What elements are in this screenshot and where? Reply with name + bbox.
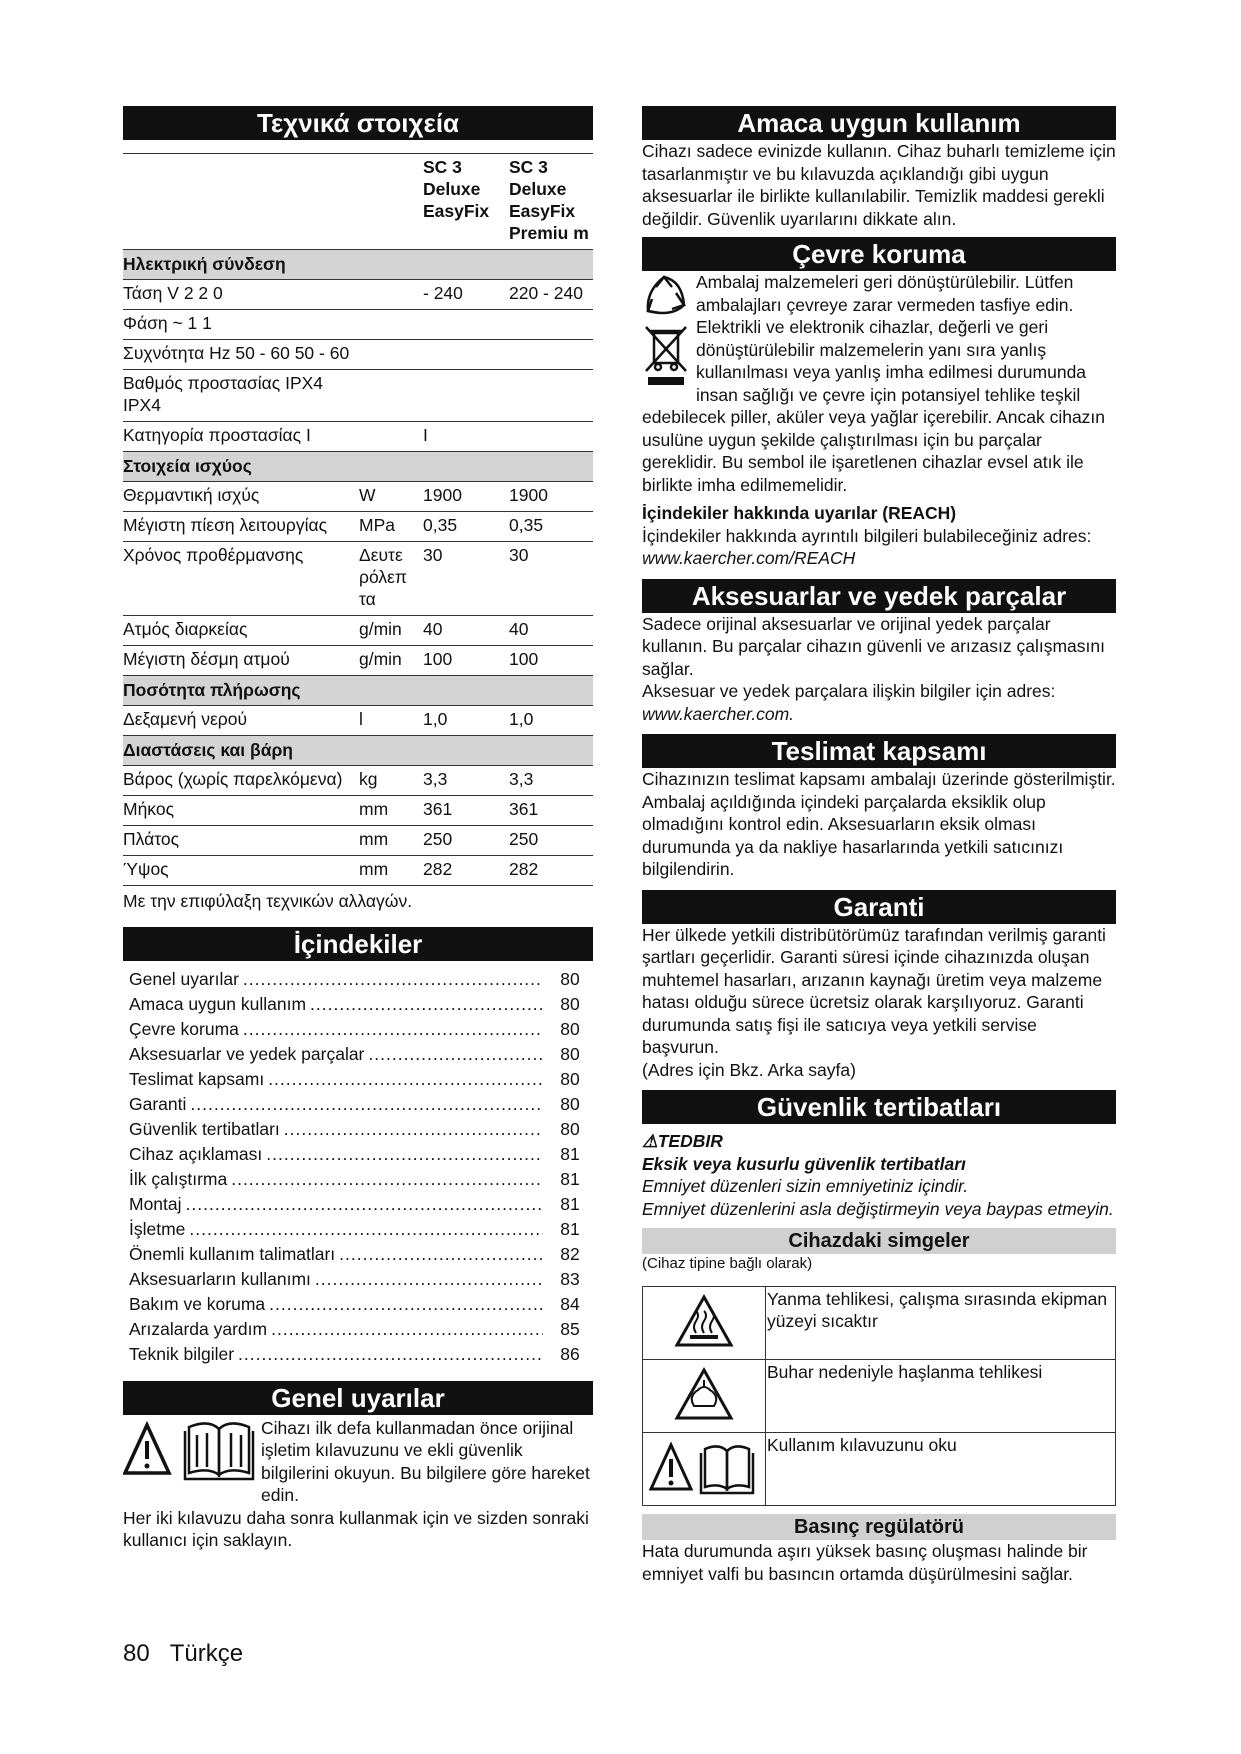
toc-entry[interactable]: [123, 1242, 593, 1267]
spec-v2: [509, 340, 593, 370]
spec-name: Ύψος: [123, 856, 359, 886]
hot-surface-warning-icon: [674, 1293, 734, 1349]
spec-section-title: Στοιχεία ισχύος: [123, 452, 593, 482]
spec-v1: 250: [423, 826, 509, 856]
spec-v1: 1,0: [423, 706, 509, 736]
toc-label: Çevre koruma: [129, 1018, 239, 1039]
toc-page: 80: [560, 968, 580, 989]
spec-section-row: [123, 676, 593, 706]
spec-row: [123, 280, 593, 310]
spec-section-row: [123, 250, 593, 280]
toc-entry[interactable]: [123, 1117, 593, 1142]
caution-text-1: Emniyet düzenleri sizin emniyetiniz içindir.: [642, 1176, 969, 1196]
model-1-header: SC 3 Deluxe EasyFix: [423, 154, 509, 250]
spec-v2: 100: [509, 646, 593, 676]
spec-unit: [359, 310, 423, 340]
spec-v1: [423, 340, 509, 370]
use-title: Amaca uygun kullanım: [642, 106, 1116, 140]
spec-unit: MPa: [359, 512, 423, 542]
spec-v1: 361: [423, 796, 509, 826]
toc-leader: [271, 1317, 543, 1342]
symbols-title: Cihazdaki simgeler: [642, 1228, 1116, 1254]
spec-unit: l: [359, 706, 423, 736]
right-column: [642, 106, 1116, 1585]
spec-v2: 220 - 240: [509, 280, 593, 310]
spec-row: [123, 482, 593, 512]
spec-v2: 1900: [509, 482, 593, 512]
acc-link[interactable]: www.kaercher.com.: [642, 703, 795, 724]
symbol-text: Yanma tehlikesi, çalışma sırasında ekipman yüzeyi sıcaktır: [766, 1287, 1116, 1360]
recycle-icon: [642, 271, 690, 389]
toc-leader: [243, 967, 543, 992]
toc-label: İlk çalıştırma: [129, 1168, 228, 1189]
spec-unit: g/min: [359, 616, 423, 646]
toc-page: 83: [560, 1268, 580, 1289]
toc-leader: [189, 1217, 543, 1242]
spec-row: [123, 512, 593, 542]
spec-v2: [509, 310, 593, 340]
general-text-1: Cihazı ilk defa kullanmadan önce orijinal işletim kılavuzunu ve ekli güvenlik bilgilerini okuyun. Bu bilgilere göre hareket edin.: [261, 1417, 590, 1505]
caution-text: TEDBIR: [657, 1131, 723, 1151]
general-title: Genel uyarılar: [123, 1381, 593, 1415]
symbols-table: [642, 1286, 1116, 1506]
toc-page: 80: [560, 1118, 580, 1139]
spec-name: Μέγιστη δέσμη ατμού: [123, 646, 359, 676]
toc-entry[interactable]: [123, 1342, 593, 1367]
caution-text-2: Emniyet düzenlerini asla değiştirmeyin veya baypas etmeyin.: [642, 1198, 1114, 1219]
spec-v2: 361: [509, 796, 593, 826]
toc-page: 80: [560, 1093, 580, 1114]
spec-name: Χρόνος προθέρμανσης: [123, 542, 359, 616]
spec-unit: [359, 422, 423, 452]
acc-text-1: Sadece orijinal aksesuarlar ve orijinal yedek parçalar kullanın. Bu parçalar cihazın güvenli ve arızasız çalışmasını sağlar.: [642, 613, 1105, 679]
spec-row: [123, 542, 593, 616]
spec-unit: W: [359, 482, 423, 512]
acc-title: Aksesuarlar ve yedek parçalar: [642, 579, 1116, 613]
toc-entry[interactable]: [123, 967, 593, 992]
toc-page: 80: [560, 1043, 580, 1064]
spec-v2: 30: [509, 542, 593, 616]
spec-section-title: Διαστάσεις και βάρη: [123, 736, 593, 766]
toc-label: Garanti: [129, 1093, 187, 1114]
use-text: Cihazı sadece evinizde kullanın. Cihaz buharlı temizleme için tasarlanmıştır ve bu kılavuzda açıklandığı gibi uygun aksesuarlar ile birlikte kullanılabilir. Temizlik maddesi gerekli değildir. Güvenlik uyarılarını dikkate alın.: [642, 141, 1116, 229]
toc-leader: [310, 992, 543, 1017]
page-number: 80: [123, 1640, 150, 1667]
general-section: [123, 1417, 593, 1552]
spec-name: Μήκος: [123, 796, 359, 826]
toc-page: 85: [560, 1318, 580, 1339]
symbols-note: (Cihaz tipine bağlı olarak): [642, 1255, 813, 1272]
env-section: [642, 271, 1116, 496]
spec-v1: 282: [423, 856, 509, 886]
spec-row: [123, 310, 593, 340]
symbol-text: Buhar nedeniyle haşlanma tehlikesi: [766, 1360, 1116, 1433]
toc-leader: [190, 1092, 543, 1117]
symbol-row: [643, 1287, 1116, 1360]
toc-entry[interactable]: [123, 1142, 593, 1167]
toc-page: 81: [560, 1218, 580, 1239]
left-column: [123, 106, 593, 1552]
spec-v2: 0,35: [509, 512, 593, 542]
toc-label: Cihaz açıklaması: [129, 1143, 263, 1164]
spec-v2: 1,0: [509, 706, 593, 736]
spec-v2: [509, 370, 593, 422]
toc-label: Önemli kullanım talimatları: [129, 1243, 336, 1264]
toc-label: Aksesuarlar ve yedek parçalar: [129, 1043, 365, 1064]
spec-row: [123, 706, 593, 736]
toc-page: 84: [560, 1293, 580, 1314]
spec-v2: 40: [509, 616, 593, 646]
toc-page: 86: [560, 1343, 580, 1364]
toc-page: 81: [560, 1193, 580, 1214]
pressure-text: Hata durumunda aşırı yüksek basınç oluşması halinde bir emniyet valfi bu basıncın ortamda düşürülmesini sağlar.: [642, 1541, 1088, 1584]
reach-title: İçindekiler hakkında uyarılar (REACH): [642, 503, 957, 523]
spec-row: [123, 340, 593, 370]
spec-row: [123, 766, 593, 796]
spec-row: [123, 856, 593, 886]
spec-v1: I: [423, 422, 509, 452]
spec-unit: mm: [359, 826, 423, 856]
spec-row: [123, 422, 593, 452]
toc-leader: [186, 1192, 543, 1217]
toc-leader: [339, 1242, 543, 1267]
manual-book-icon: [185, 1423, 253, 1479]
toc-leader: [315, 1267, 543, 1292]
toc-leader: [269, 1292, 543, 1317]
spec-unit: Δευτε ρόλεπ τα: [359, 542, 423, 616]
page-footer: [123, 1640, 243, 1668]
reach-text: İçindekiler hakkında ayrıntılı bilgileri bulabileceğiniz adres:: [642, 525, 1092, 546]
spec-unit: mm: [359, 796, 423, 826]
symbol-row: [643, 1360, 1116, 1433]
warranty-title: Garanti: [642, 890, 1116, 924]
toc-entry[interactable]: [123, 1067, 593, 1092]
spec-name: Τάση V 2 2 0: [123, 280, 359, 310]
toc-leader: [243, 1017, 543, 1042]
toc-leader: [268, 1067, 543, 1092]
toc-page: 80: [560, 993, 580, 1014]
symbol-text: Kullanım kılavuzunu oku: [766, 1433, 1116, 1506]
spec-v1: [423, 310, 509, 340]
symbol-row: [643, 1433, 1116, 1506]
table-of-contents: [123, 967, 593, 1367]
acc-text-2: Aksesuar ve yedek parçalara ilişkin bilgiler için adres:: [642, 681, 1056, 701]
spec-v1: 30: [423, 542, 509, 616]
spec-name: Βαθμός προστασίας IPX4 IPX4: [123, 370, 359, 422]
spec-name: Μέγιστη πίεση λειτουργίας: [123, 512, 359, 542]
general-text-2: Her iki kılavuzu daha sonra kullanmak için ve sizden sonraki kullanıcı için saklayın.: [123, 1507, 589, 1550]
toc-entry[interactable]: [123, 1267, 593, 1292]
spec-v1: 40: [423, 616, 509, 646]
spec-section-row: [123, 452, 593, 482]
spec-unit: [359, 280, 423, 310]
spec-row: [123, 826, 593, 856]
toc-label: Montaj: [129, 1193, 182, 1214]
toc-label: Aksesuarların kullanımı: [129, 1268, 311, 1289]
spec-section-row: [123, 736, 593, 766]
caution-label: [642, 1130, 1116, 1153]
spec-v2: [509, 422, 593, 452]
toc-label: Teknik bilgiler: [129, 1343, 235, 1364]
weee-bin-icon: [646, 327, 686, 371]
toc-leader: [284, 1117, 543, 1142]
toc-page: 80: [560, 1018, 580, 1039]
caution-subtitle: Eksik veya kusurlu güvenlik tertibatları: [642, 1153, 966, 1174]
specs-table: [123, 153, 593, 886]
spec-v1: 100: [423, 646, 509, 676]
spec-section-title: Ποσότητα πλήρωσης: [123, 676, 593, 706]
caution-icon: ⚠: [642, 1131, 658, 1151]
spec-v1: [423, 370, 509, 422]
toc-entry[interactable]: [123, 1092, 593, 1117]
toc-entry[interactable]: [123, 992, 593, 1017]
toc-entry[interactable]: [123, 1317, 593, 1342]
spec-unit: [359, 340, 423, 370]
spec-row: [123, 370, 593, 422]
spec-name: Φάση ~ 1 1: [123, 310, 359, 340]
warranty-text-1: Her ülkede yetkili distribütörümüz tarafından verilmiş garanti şartları geçerlidir. Garanti süresi içinde cihazınızda oluşan muhtemel hasarları, arızanın kaynağı üretim veya malzeme hatası olduğu sürece ücretsiz olarak karşılıyoruz. Garanti durumunda satış fişi ile satıcıya veya yetkili servise başvurun.: [642, 924, 1106, 1057]
spec-v1: 1900: [423, 482, 509, 512]
env-title: Çevre koruma: [642, 237, 1116, 271]
toc-entry[interactable]: [123, 1017, 593, 1042]
read-manual-icon: [649, 1439, 759, 1495]
spec-name: Κατηγορία προστασίας I: [123, 422, 359, 452]
spec-unit: [359, 370, 423, 422]
spec-section-title: Ηλεκτρική σύνδεση: [123, 250, 593, 280]
spec-name: Θερμαντική ισχύς: [123, 482, 359, 512]
spec-name: Πλάτος: [123, 826, 359, 856]
toc-leader: [238, 1342, 543, 1367]
toc-entry[interactable]: [123, 1292, 593, 1317]
spec-unit: kg: [359, 766, 423, 796]
spec-row: [123, 616, 593, 646]
reach-link[interactable]: www.kaercher.com/REACH: [642, 548, 856, 568]
toc-label: Arızalarda yardım: [129, 1318, 268, 1339]
toc-label: Teslimat kapsamı: [129, 1068, 265, 1089]
toc-page: 81: [560, 1168, 580, 1189]
footer-language: Türkçe: [169, 1640, 244, 1667]
spec-v1: 3,3: [423, 766, 509, 796]
toc-label: Güvenlik tertibatları: [129, 1118, 280, 1139]
env-text-1: Ambalaj malzemeleri geri dönüştürülebilir. Lütfen ambalajları çevreye zarar vermeden tasfiye edin.: [696, 272, 1074, 315]
spec-v2: 250: [509, 826, 593, 856]
specs-head-row: [123, 154, 593, 250]
spec-v1: 0,35: [423, 512, 509, 542]
spec-v2: 282: [509, 856, 593, 886]
steam-scald-warning-icon: [674, 1366, 734, 1422]
toc-leader: [368, 1042, 543, 1067]
toc-entry[interactable]: [123, 1192, 593, 1217]
toc-leader: [266, 1142, 543, 1167]
safety-title: Güvenlik tertibatları: [642, 1090, 1116, 1124]
toc-leader: [231, 1167, 543, 1192]
spec-name: Βάρος (χωρίς παρελκόμενα): [123, 766, 359, 796]
spec-unit: mm: [359, 856, 423, 886]
spec-name: Δεξαμενή νερού: [123, 706, 359, 736]
toc-label: İşletme: [129, 1218, 186, 1239]
toc-entry[interactable]: [123, 1167, 593, 1192]
toc-label: Genel uyarılar: [129, 968, 239, 989]
spec-row: [123, 796, 593, 826]
spec-unit: g/min: [359, 646, 423, 676]
spec-v1: - 240: [423, 280, 509, 310]
toc-title: İçindekiler: [123, 927, 593, 961]
toc-page: 81: [560, 1143, 580, 1164]
toc-label: Amaca uygun kullanım: [129, 993, 307, 1014]
env-text-2: Elektrikli ve elektronik cihazlar, değerli ve geri dönüştürülebilir malzemelerin yanı sıra yanlış kullanılması veya yanlış imha edilmesi durumunda insan sağlığı ve çevre için potansiyel tehlike teşkil edebilecek piller, aküler veya yağlar içerebilir. Ancak cihazın usulüne uygun şekilde çalıştırılması için bu parçalar gereklidir. Bu sembol ile işaretlenen cihazlar evsel atık ile birlikte imha edilmemelidir.: [642, 317, 1106, 495]
spec-row: [123, 646, 593, 676]
toc-page: 80: [560, 1068, 580, 1089]
delivery-title: Teslimat kapsamı: [642, 734, 1116, 768]
model-2-header: SC 3 Deluxe EasyFix Premiu m: [509, 154, 593, 250]
toc-entry[interactable]: [123, 1217, 593, 1242]
spec-v2: 3,3: [509, 766, 593, 796]
toc-entry[interactable]: [123, 1042, 593, 1067]
warranty-text-2: (Adres için Bkz. Arka sayfa): [642, 1059, 856, 1080]
spec-name: Συχνότητα Hz 50 - 60 50 - 60: [123, 340, 359, 370]
specs-title: Τεχνικά στοιχεία: [123, 106, 593, 140]
specs-note: Με την επιφύλαξη τεχνικών αλλαγών.: [123, 891, 413, 911]
warning-icon: [123, 1417, 259, 1487]
delivery-text: Cihazınızın teslimat kapsamı ambalajı üzerinde gösterilmiştir. Ambalaj açıldığında içindeki parçalarda eksiklik olup olmadığını kontrol edin. Aksesuarların eksik olması durumunda ya da nakliye hasarlarında yetkili satıcınızı bilgilendirin.: [642, 769, 1116, 879]
reach-section: [642, 525, 1116, 570]
toc-page: 82: [560, 1243, 580, 1264]
spec-name: Ατμός διαρκείας: [123, 616, 359, 646]
toc-label: Bakım ve koruma: [129, 1293, 266, 1314]
pressure-title: Basınç regülatörü: [642, 1514, 1116, 1540]
